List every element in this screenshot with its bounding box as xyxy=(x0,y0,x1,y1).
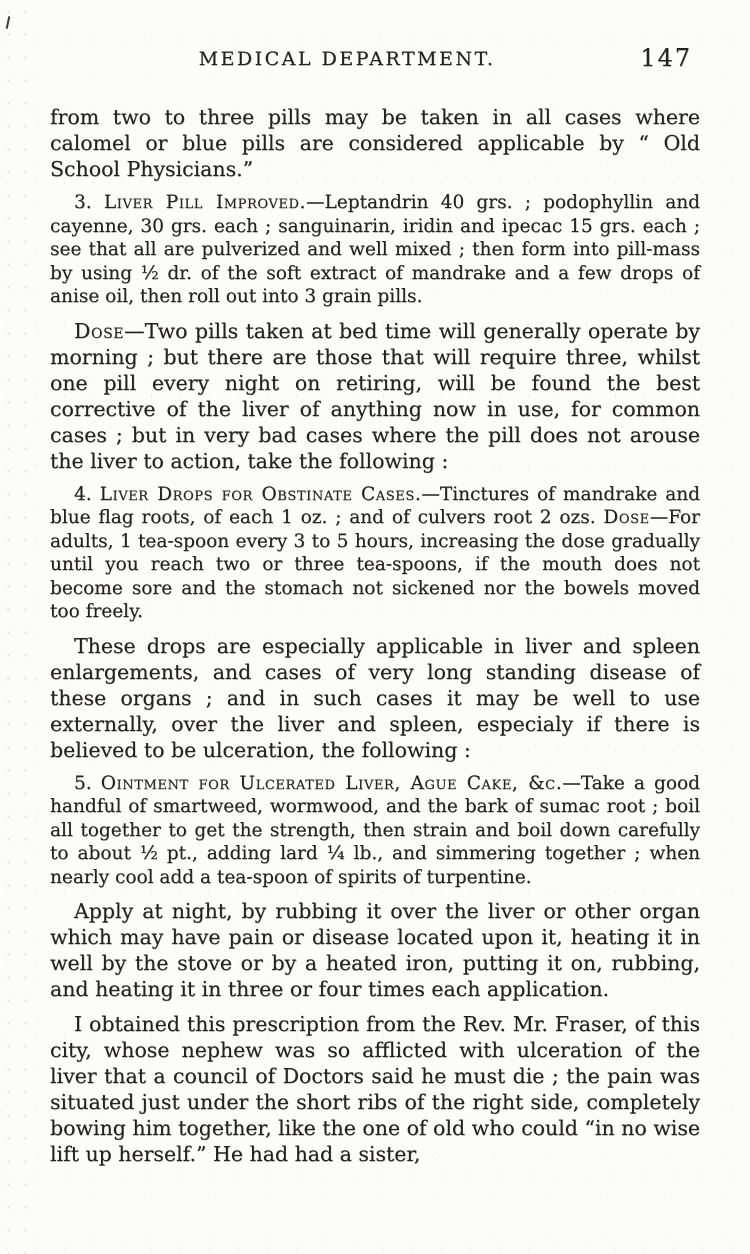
page-body xyxy=(50,104,700,1167)
run-in-heading: Dose xyxy=(603,507,650,528)
paragraph xyxy=(50,772,700,890)
paragraph-text: —Leptandrin 40 grs. ; podophyllin and cayenne, 30 grs. each ; sanguinarin, iridin and ipecac 15 grs. each ; see that all are pulverized and well mixed ; then form into pill-mass by using ½ dr. of the soft extract of mandrake and a few drops of anise oil, then roll out into 3 grain pills. xyxy=(50,192,700,307)
paragraph-text: Apply at night, by rubbing it over the liver or other organ which may have pain or disease located upon it, heating it in well by the stove or by a heated iron, putting it on, rubbing, and heating it in three or four times each application. xyxy=(50,899,700,1001)
paragraph-text: —Two pills taken at bed time will generally operate by morning ; but there are those that will require three, whilst one pill every night on retiring, will be found the best corrective of the liver of anything now in use, for common cases ; but in very bad cases where the pill does not arouse the liver to action, take the following : xyxy=(50,318,700,473)
paragraph xyxy=(50,633,700,763)
paragraph-text: I obtained this prescription from the Rev. Mr. Fraser, of this city, whose nephew was so afflicted with ulceration of the liver that a council of Doctors said he must die ; the pain was situated just under the short ribs of the right side, completely bowing him together, like the one of old who could “in no wise lift up herself.” He had had a sister, xyxy=(50,1012,700,1166)
running-title: MEDICAL DEPARTMENT. xyxy=(198,48,496,70)
run-in-heading: Ointment for Ulcerated Liver, Ague Cake, &c. xyxy=(100,772,563,794)
paragraph xyxy=(50,1011,700,1167)
page-header xyxy=(50,44,700,76)
paragraph-text: from two to three pills may be taken in all cases where calomel or blue pills are considered applicable by “ Old School Physicians.” xyxy=(50,105,700,181)
paragraph xyxy=(50,483,700,624)
paragraph-text: 3. xyxy=(74,192,104,213)
run-in-heading: Liver Drops for Obstinate Cases. xyxy=(99,483,422,505)
run-in-heading: Dose xyxy=(74,318,125,343)
paragraph xyxy=(50,318,700,474)
scan-noise-left xyxy=(0,0,34,1254)
paragraph-text: —Tinctures of mandrake and blue flag roots, of each 1 oz. ; and of culvers root 2 ozs. xyxy=(50,483,700,528)
paragraph xyxy=(50,191,700,309)
paragraph-text: —Take a good handful of smartweed, wormwood, and the bark of sumac root ; boil all together to get the strength, then strain and boil down carefully to about ½ pt., adding lard ¼ lb., and simmering together ; when nearly cool add a tea-spoon of spirits of turpentine. xyxy=(50,772,700,888)
paragraph-text: 4. xyxy=(74,483,100,505)
run-in-heading: Liver Pill Improved. xyxy=(103,192,306,213)
paragraph-text: These drops are especially applicable in liver and spleen enlargements, and cases of very long standing disease of these organs ; and in such cases it may be well to use externally, over the liver and spleen, especialy if there is believed to be ulceration, the following : xyxy=(50,633,700,762)
page-number: 147 xyxy=(640,44,692,72)
paragraph-text: 5. xyxy=(74,772,101,794)
paragraph xyxy=(50,104,700,182)
paragraph xyxy=(50,898,700,1002)
paragraph-text: —For adults, 1 tea-spoon every 3 to 5 hours, increasing the dose gradually until you reach two or three tea-spoons, if the mouth does not become sore and the stomach not sickened nor the bowels moved too freely. xyxy=(50,507,700,622)
